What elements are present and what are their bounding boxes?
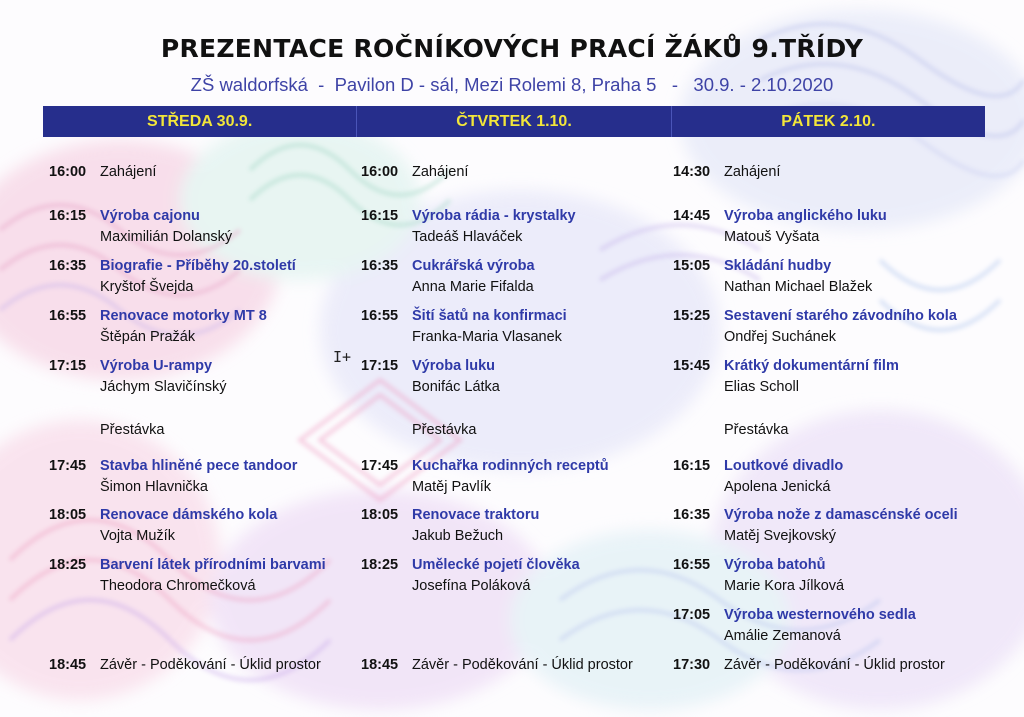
entry-time: 16:15: [361, 208, 399, 224]
entry-time: 14:45: [673, 208, 711, 224]
project-title: Renovace motorky MT 8: [100, 308, 267, 324]
entry-time: 16:55: [361, 308, 399, 324]
project-title: Barvení látek přírodními barvami: [100, 557, 326, 573]
student-name: Matěj Pavlík: [412, 479, 491, 495]
entry-time: 14:30: [673, 164, 711, 180]
project-title: Výroba cajonu: [100, 208, 200, 224]
student-name: Maximilián Dolanský: [100, 229, 233, 245]
student-name: Amálie Zemanová: [724, 628, 841, 644]
project-title: Skládání hudby: [724, 258, 832, 274]
entry-time: 17:30: [673, 657, 711, 673]
day-header-thursday: ČTVRTEK 1.10.: [357, 106, 671, 137]
entry-time: 16:35: [673, 507, 711, 523]
student-name: Bonifác Látka: [412, 379, 500, 395]
student-name: Nathan Michael Blažek: [724, 279, 873, 295]
schedule-note: Zahájení: [724, 164, 781, 180]
project-title: Umělecké pojetí člověka: [412, 557, 580, 573]
entry-time: 18:05: [49, 507, 87, 523]
project-title: Výroba rádia - krystalky: [412, 208, 576, 224]
schedule-column-wednesday: [49, 0, 379, 717]
schedule-note: Přestávka: [412, 422, 477, 438]
project-title: Výroba batohů: [724, 557, 826, 573]
student-name: Jáchym Slavičínský: [100, 379, 227, 395]
day-header-friday: PÁTEK 2.10.: [781, 112, 876, 130]
entry-time: 16:00: [49, 164, 87, 180]
schedule-column-friday: [673, 0, 1003, 717]
schedule-note: Zahájení: [100, 164, 157, 180]
student-name: Marie Kora Jílková: [724, 578, 845, 594]
student-name: Matouš Vyšata: [724, 229, 820, 245]
student-name: Jakub Bežuch: [412, 528, 504, 544]
entry-time: 15:45: [673, 358, 711, 374]
student-name: Theodora Chromečková: [100, 578, 256, 594]
entry-time: 18:25: [49, 557, 87, 573]
project-title: Výroba anglického luku: [724, 208, 887, 224]
entry-time: 17:45: [361, 458, 399, 474]
entry-time: 17:45: [49, 458, 87, 474]
student-name: Šimon Hlavnička: [100, 479, 208, 495]
student-name: Josefína Poláková: [412, 578, 531, 594]
schedule-note: Závěr - Poděkování - Úklid prostor: [100, 657, 321, 673]
entry-time: 18:05: [361, 507, 399, 523]
entry-time: 16:15: [49, 208, 87, 224]
student-name: Štěpán Pražák: [100, 329, 196, 345]
project-title: Výroba nože z damascénské oceli: [724, 507, 958, 523]
entry-time: 16:15: [673, 458, 711, 474]
student-name: Apolena Jenická: [724, 479, 831, 495]
text-cursor-icon: I+: [333, 348, 352, 366]
schedule-note: Přestávka: [100, 422, 165, 438]
student-name: Vojta Mužík: [100, 528, 175, 544]
entry-time: 16:55: [49, 308, 87, 324]
student-name: Elias Scholl: [724, 379, 799, 395]
schedule-column-thursday: [361, 0, 691, 717]
entry-time: 17:15: [49, 358, 87, 374]
project-title: Šití šatů na konfirmaci: [412, 308, 567, 324]
entry-time: 18:25: [361, 557, 399, 573]
entry-time: 16:55: [673, 557, 711, 573]
entry-time: 15:05: [673, 258, 711, 274]
project-title: Biografie - Příběhy 20.století: [100, 258, 296, 274]
entry-time: 15:25: [673, 308, 711, 324]
day-header-wednesday: STŘEDA 30.9.: [43, 106, 357, 137]
project-title: Krátký dokumentární film: [724, 358, 899, 374]
page-title: PREZENTACE ROČNÍKOVÝCH PRACÍ ŽÁKŮ 9.TŘÍDY: [160, 34, 864, 63]
schedule-note: Zahájení: [412, 164, 469, 180]
schedule-note: Přestávka: [724, 422, 789, 438]
project-title: Kuchařka rodinných receptů: [412, 458, 609, 474]
entry-time: 17:05: [673, 607, 711, 623]
project-title: Stavba hliněné pece tandoor: [100, 458, 298, 474]
student-name: Kryštof Švejda: [100, 279, 194, 295]
student-name: Matěj Svejkovský: [724, 528, 837, 544]
entry-time: 16:35: [49, 258, 87, 274]
project-title: Výroba westernového sedla: [724, 607, 916, 623]
schedule-note: Závěr - Poděkování - Úklid prostor: [724, 657, 945, 673]
student-name: Tadeáš Hlaváček: [412, 229, 523, 245]
project-title: Loutkové divadlo: [724, 458, 844, 474]
project-title: Sestavení starého závodního kola: [724, 308, 957, 324]
entry-time: 18:45: [49, 657, 87, 673]
project-title: Výroba luku: [412, 358, 495, 374]
entry-time: 17:15: [361, 358, 399, 374]
student-name: Ondřej Suchánek: [724, 329, 837, 345]
entry-time: 16:35: [361, 258, 399, 274]
entry-time: 18:45: [361, 657, 399, 673]
event-subtitle: ZŠ waldorfská - Pavilon D - sál, Mezi Rolemi 8, Praha 5 - 30.9. - 2.10.2020: [190, 74, 834, 95]
student-name: Anna Marie Fifalda: [412, 279, 534, 295]
schedule-note: Závěr - Poděkování - Úklid prostor: [412, 657, 633, 673]
project-title: Výroba U-rampy: [100, 358, 213, 374]
project-title: Renovace traktoru: [412, 507, 540, 523]
project-title: Cukrářská výroba: [412, 258, 535, 274]
entry-time: 16:00: [361, 164, 399, 180]
student-name: Franka-Maria Vlasanek: [412, 329, 562, 345]
project-title: Renovace dámského kola: [100, 507, 278, 523]
